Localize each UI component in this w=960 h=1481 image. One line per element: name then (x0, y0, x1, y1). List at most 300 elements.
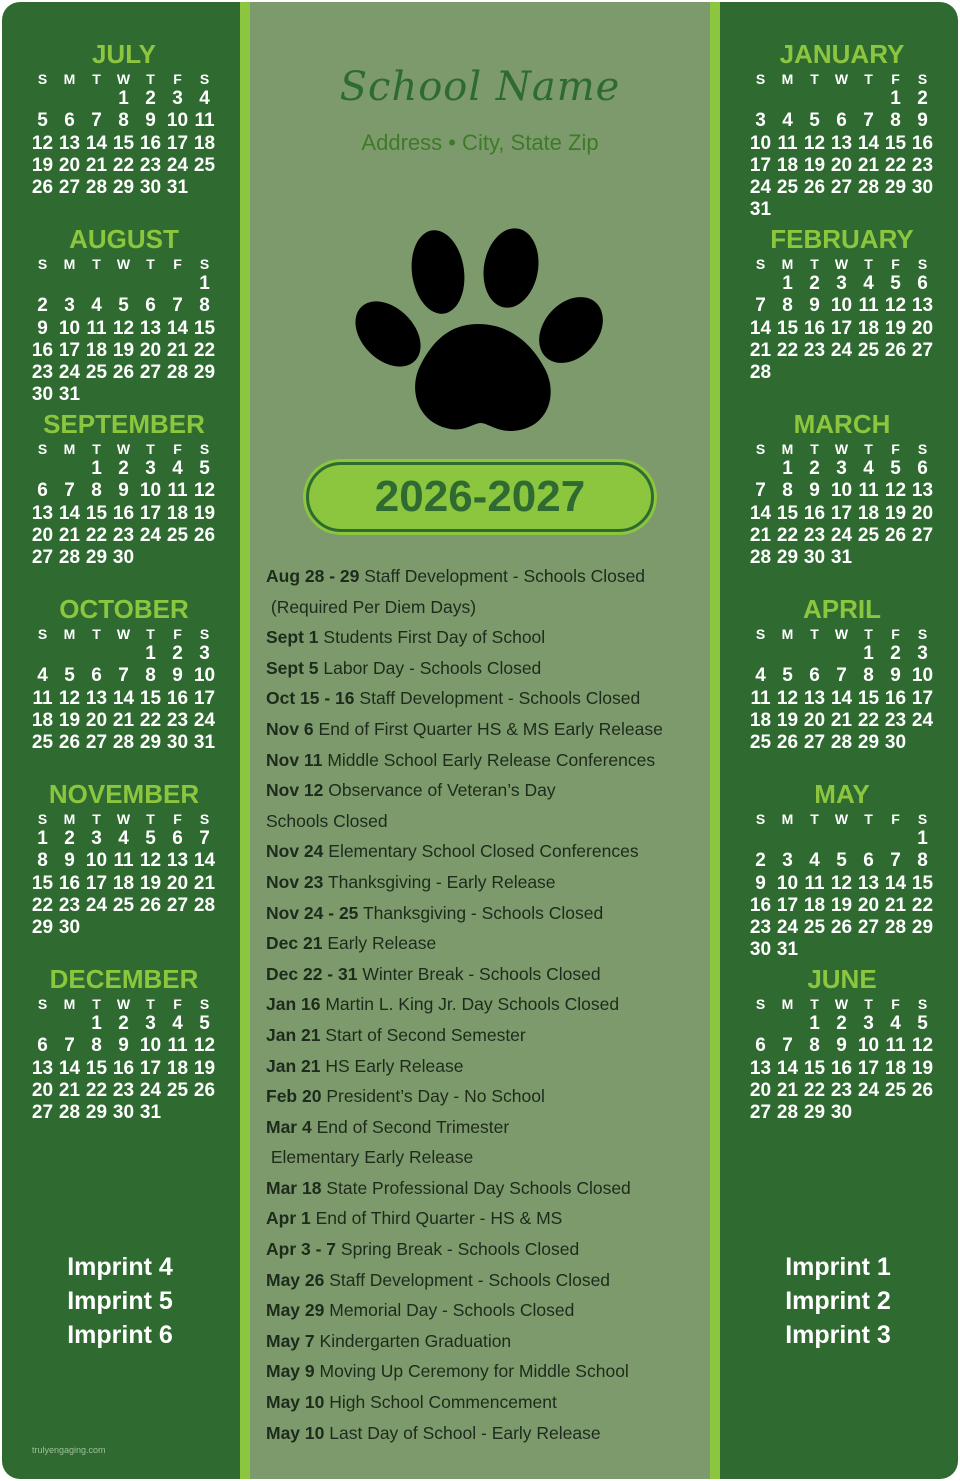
event-description: Thanksgiving - Early Release (327, 871, 556, 892)
day-cell: 31 (776, 939, 799, 961)
empty-day-cell (83, 88, 110, 110)
day-cell: 7 (755, 480, 766, 502)
day-cell: 7 (863, 110, 874, 132)
day-cell: 29 (776, 547, 799, 569)
day-cell: 19 (193, 502, 216, 524)
weekday-label: T (146, 626, 155, 642)
event-row (266, 836, 706, 867)
event-row (266, 745, 706, 776)
day-cell: 20 (911, 317, 934, 339)
day-cell: 13 (166, 850, 189, 872)
weekday-label: S (917, 811, 928, 827)
month-february (747, 225, 937, 384)
day-cell: 25 (166, 1079, 189, 1101)
day-cell: 26 (803, 177, 826, 199)
day-cell: 12 (139, 850, 162, 872)
month-grid (747, 440, 937, 569)
day-cell: 25 (112, 894, 135, 916)
day-cell: 27 (911, 339, 934, 361)
day-cell: 7 (836, 665, 847, 687)
month-grid (29, 995, 219, 1124)
day-cell: 3 (836, 458, 847, 479)
event-row (266, 1234, 706, 1265)
day-cell: 23 (166, 709, 189, 731)
day-cell: 17 (139, 502, 162, 524)
day-cell: 1 (782, 273, 793, 294)
day-cell: 29 (85, 547, 108, 569)
event-date: Sept 1 (266, 627, 319, 648)
day-cell: 23 (884, 709, 907, 731)
day-cell: 28 (166, 362, 189, 384)
empty-day-cell (747, 88, 774, 110)
school-name: School Name (339, 64, 621, 110)
day-cell: 23 (803, 339, 826, 361)
event-date: Jan 21 (266, 1024, 321, 1045)
weekday-label: M (781, 811, 794, 827)
day-cell: 29 (911, 917, 934, 939)
day-cell: 2 (37, 295, 48, 317)
empty-day-cell (828, 643, 855, 665)
event-row (266, 1203, 706, 1234)
empty-day-cell (774, 1013, 801, 1035)
event-row (266, 561, 706, 592)
day-cell: 9 (809, 480, 820, 502)
day-cell: 14 (884, 872, 907, 894)
empty-day-cell (56, 88, 83, 110)
day-cell: 4 (199, 88, 210, 109)
day-cell: 13 (85, 687, 108, 709)
day-cell: 8 (890, 110, 901, 132)
day-cell: 8 (91, 480, 102, 502)
weekday-label: W (834, 71, 849, 87)
day-cell: 26 (193, 1079, 216, 1101)
event-description: Labor Day - Schools Closed (323, 657, 542, 678)
day-cell: 13 (830, 132, 853, 154)
weekday-label: S (755, 996, 766, 1012)
day-cell: 11 (858, 480, 879, 502)
event-description: Thanksgiving - Schools Closed (362, 902, 604, 923)
weekday-label: S (37, 71, 48, 87)
event-row (266, 1051, 706, 1082)
weekday-label: S (37, 811, 48, 827)
day-cell: 22 (31, 894, 54, 916)
day-cell: 4 (755, 665, 766, 687)
weekday-label: M (781, 996, 794, 1012)
event-description: Elementary School Closed Conferences (328, 841, 639, 862)
day-cell: 28 (749, 547, 772, 569)
weekday-label: T (810, 256, 819, 272)
weekday-label: T (92, 441, 101, 457)
event-description: Last Day of School - Early Release (329, 1422, 601, 1443)
day-cell: 17 (85, 872, 108, 894)
weekday-label: T (810, 996, 819, 1012)
event-description: Observance of Veteran’s Day (328, 780, 556, 801)
month-grid (747, 810, 937, 962)
weekday-label: F (891, 811, 900, 827)
day-cell: 28 (857, 177, 880, 199)
event-row (266, 1265, 706, 1296)
day-cell: 10 (166, 110, 189, 132)
day-cell: 15 (85, 1057, 108, 1079)
event-row (266, 622, 706, 653)
day-cell: 21 (58, 524, 81, 546)
day-cell: 28 (749, 362, 772, 384)
event-row (266, 1142, 706, 1173)
day-cell: 27 (857, 917, 880, 939)
day-cell: 13 (911, 480, 934, 502)
month-grid (29, 625, 219, 754)
month-june (747, 965, 937, 1124)
month-name: AUGUST (69, 224, 179, 254)
day-cell: 14 (112, 687, 135, 709)
day-cell: 12 (884, 480, 907, 502)
weekday-label: F (173, 71, 182, 87)
weekday-label: T (864, 441, 873, 457)
event-date: Feb 20 (266, 1086, 322, 1107)
day-cell: 4 (890, 1013, 901, 1034)
event-date: Nov 6 (266, 718, 314, 739)
day-cell: 22 (776, 339, 799, 361)
day-cell: 5 (782, 665, 793, 687)
day-cell: 30 (58, 917, 81, 939)
day-cell: 17 (830, 317, 853, 339)
event-description: Winter Break - Schools Closed (362, 963, 601, 984)
event-date: Nov 11 (266, 749, 323, 770)
day-cell: 8 (917, 850, 928, 872)
day-cell: 9 (118, 480, 129, 502)
day-cell: 22 (139, 709, 162, 731)
day-cell: 23 (112, 1079, 135, 1101)
day-cell: 19 (112, 339, 135, 361)
day-cell: 13 (911, 295, 934, 317)
day-cell: 29 (884, 177, 907, 199)
day-cell: 14 (166, 317, 189, 339)
day-cell: 3 (64, 295, 75, 317)
day-cell: 11 (858, 295, 879, 317)
day-cell: 16 (166, 687, 189, 709)
day-cell: 7 (782, 1035, 793, 1057)
empty-day-cell (774, 643, 801, 665)
event-date: Apr 1 (266, 1208, 311, 1229)
day-cell: 24 (139, 524, 162, 546)
day-cell: 4 (782, 110, 793, 132)
day-cell: 30 (830, 1102, 853, 1124)
day-cell: 25 (166, 524, 189, 546)
day-cell: 8 (782, 295, 793, 317)
empty-day-cell (855, 828, 882, 850)
month-name: DECEMBER (49, 964, 199, 994)
day-cell: 1 (91, 458, 102, 479)
day-cell: 14 (193, 850, 216, 872)
event-row (266, 1081, 706, 1112)
weekday-label: S (917, 996, 928, 1012)
event-date: Nov 12 (266, 780, 324, 801)
empty-day-cell (29, 88, 56, 110)
day-cell: 16 (31, 339, 54, 361)
empty-day-cell (747, 458, 774, 480)
day-cell: 27 (803, 732, 826, 754)
day-cell: 13 (857, 872, 880, 894)
day-cell: 3 (199, 643, 210, 664)
weekday-label: M (63, 256, 76, 272)
day-cell: 27 (139, 362, 162, 384)
weekday-label: T (92, 71, 101, 87)
month-november (29, 780, 219, 939)
day-cell: 17 (139, 1057, 162, 1079)
day-cell: 22 (803, 1079, 826, 1101)
day-cell: 16 (139, 132, 162, 154)
day-cell: 7 (890, 850, 901, 872)
empty-day-cell (29, 458, 56, 480)
day-cell: 11 (777, 132, 798, 154)
weekday-label: S (755, 71, 766, 87)
empty-day-cell (882, 828, 909, 850)
day-cell: 19 (139, 872, 162, 894)
day-cell: 10 (85, 850, 108, 872)
imprint-line: Imprint 3 (785, 1321, 891, 1349)
month-name: FEBRUARY (770, 224, 914, 254)
empty-day-cell (137, 273, 164, 295)
weekday-label: M (63, 811, 76, 827)
day-cell: 25 (31, 732, 54, 754)
weekday-label: W (834, 256, 849, 272)
event-row (266, 1295, 706, 1326)
day-cell: 5 (890, 273, 901, 294)
day-cell: 11 (32, 687, 53, 709)
event-description: Staff Development - Schools Closed (329, 1269, 611, 1290)
day-cell: 1 (37, 828, 48, 849)
day-cell: 19 (193, 1057, 216, 1079)
day-cell: 6 (145, 295, 156, 317)
empty-day-cell (828, 828, 855, 850)
day-cell: 6 (37, 1035, 48, 1057)
month-march (747, 410, 937, 569)
day-cell: 24 (911, 709, 934, 731)
event-row (266, 1356, 706, 1387)
day-cell: 15 (884, 132, 907, 154)
month-january (747, 40, 937, 222)
day-cell: 24 (857, 1079, 880, 1101)
day-cell: 24 (830, 339, 853, 361)
day-cell: 14 (749, 502, 772, 524)
event-row (266, 867, 706, 898)
day-cell: 3 (145, 458, 156, 479)
day-cell: 14 (58, 1057, 81, 1079)
day-cell: 27 (911, 524, 934, 546)
event-description: Early Release (327, 933, 437, 954)
school-year-text: 2026-2027 (374, 472, 586, 521)
event-date: Mar 18 (266, 1177, 322, 1198)
weekday-label: M (781, 626, 794, 642)
day-cell: 9 (836, 1035, 847, 1057)
event-date: Dec 22 - 31 (266, 963, 358, 984)
day-cell: 22 (85, 524, 108, 546)
empty-day-cell (83, 273, 110, 295)
day-cell: 26 (193, 524, 216, 546)
day-cell: 12 (776, 687, 799, 709)
day-cell: 9 (37, 317, 48, 339)
weekday-label: W (834, 626, 849, 642)
day-cell: 5 (37, 110, 48, 132)
day-cell: 14 (85, 132, 108, 154)
weekday-label: T (146, 996, 155, 1012)
day-cell: 10 (776, 872, 799, 894)
empty-day-cell (110, 273, 137, 295)
day-cell: 6 (37, 480, 48, 502)
day-cell: 23 (803, 524, 826, 546)
day-cell: 2 (890, 643, 901, 664)
month-july (29, 40, 219, 199)
empty-day-cell (855, 88, 882, 110)
day-cell: 27 (58, 177, 81, 199)
day-cell: 12 (830, 872, 853, 894)
weekday-label: M (63, 626, 76, 642)
empty-day-cell (801, 88, 828, 110)
day-cell: 28 (58, 1102, 81, 1124)
empty-day-cell (801, 828, 828, 850)
day-cell: 6 (172, 828, 183, 849)
day-cell: 4 (809, 850, 820, 872)
day-cell: 20 (58, 154, 81, 176)
events-list (266, 561, 706, 1448)
day-cell: 9 (917, 110, 928, 132)
day-cell: 28 (112, 732, 135, 754)
day-cell: 7 (755, 295, 766, 317)
day-cell: 1 (917, 828, 928, 849)
event-row (266, 898, 706, 929)
day-cell: 21 (776, 1079, 799, 1101)
event-description: (Required Per Diem Days) (266, 596, 477, 617)
day-cell: 31 (830, 547, 853, 569)
day-cell: 2 (145, 88, 156, 109)
event-description: Staff Development - Schools Closed (364, 566, 646, 586)
day-cell: 9 (118, 1035, 129, 1057)
day-cell: 24 (139, 1079, 162, 1101)
day-cell: 10 (830, 295, 853, 317)
event-description: State Professional Day Schools Closed (326, 1177, 631, 1198)
weekday-label: T (864, 71, 873, 87)
day-cell: 22 (193, 339, 216, 361)
school-address: Address • City, State Zip (361, 130, 599, 155)
event-row (266, 653, 706, 684)
weekday-label: T (92, 256, 101, 272)
day-cell: 20 (830, 154, 853, 176)
day-cell: 24 (85, 894, 108, 916)
event-description: Kindergarten Graduation (319, 1330, 512, 1351)
empty-day-cell (801, 643, 828, 665)
day-cell: 17 (857, 1057, 880, 1079)
month-grid (747, 995, 937, 1124)
weekday-label: S (199, 811, 210, 827)
day-cell: 15 (911, 872, 934, 894)
day-cell: 26 (911, 1079, 934, 1101)
empty-day-cell (29, 643, 56, 665)
day-cell: 1 (91, 1013, 102, 1034)
day-cell: 13 (31, 502, 54, 524)
day-cell: 28 (193, 894, 216, 916)
empty-day-cell (56, 273, 83, 295)
day-cell: 21 (112, 709, 135, 731)
month-grid (29, 70, 219, 199)
day-cell: 29 (139, 732, 162, 754)
weekday-label: F (891, 996, 900, 1012)
day-cell: 13 (58, 132, 81, 154)
event-description: Elementary Early Release (266, 1147, 474, 1168)
event-row (266, 806, 706, 837)
event-description: Middle School Early Release Conferences (327, 749, 656, 770)
event-date: Sept 5 (266, 657, 319, 678)
day-cell: 23 (830, 1079, 853, 1101)
day-cell: 27 (31, 547, 54, 569)
month-grid (29, 440, 219, 569)
day-cell: 4 (91, 295, 102, 317)
day-cell: 12 (58, 687, 81, 709)
weekday-label: T (810, 71, 819, 87)
day-cell: 26 (830, 917, 853, 939)
day-cell: 3 (172, 88, 183, 109)
day-cell: 30 (884, 732, 907, 754)
weekday-label: S (755, 441, 766, 457)
center-panel (250, 2, 710, 1479)
day-cell: 19 (31, 154, 54, 176)
weekday-label: T (810, 626, 819, 642)
day-cell: 24 (830, 524, 853, 546)
day-cell: 3 (91, 828, 102, 849)
day-cell: 21 (166, 339, 189, 361)
event-date: Nov 24 (266, 841, 324, 862)
day-cell: 5 (145, 828, 156, 849)
day-cell: 5 (199, 1013, 210, 1034)
day-cell: 15 (857, 687, 880, 709)
day-cell: 1 (145, 643, 156, 664)
day-cell: 23 (911, 154, 934, 176)
weekday-label: S (199, 626, 210, 642)
day-cell: 1 (863, 643, 874, 664)
month-name: SEPTEMBER (43, 409, 205, 439)
day-cell: 30 (166, 732, 189, 754)
event-date: May 10 (266, 1422, 325, 1443)
day-cell: 6 (836, 110, 847, 132)
day-cell: 11 (167, 480, 188, 502)
weekday-label: M (781, 256, 794, 272)
day-cell: 24 (776, 917, 799, 939)
day-cell: 14 (776, 1057, 799, 1079)
day-cell: 7 (118, 665, 129, 687)
empty-day-cell (774, 828, 801, 850)
day-cell: 19 (830, 894, 853, 916)
event-row (266, 959, 706, 990)
weekday-label: S (37, 441, 48, 457)
day-cell: 6 (917, 458, 928, 479)
event-date: Nov 24 - 25 (266, 902, 359, 923)
divider-stripe-right (710, 2, 720, 1479)
day-cell: 18 (112, 872, 135, 894)
day-cell: 13 (803, 687, 826, 709)
day-cell: 6 (809, 665, 820, 687)
day-cell: 8 (145, 665, 156, 687)
day-cell: 1 (782, 458, 793, 479)
day-cell: 21 (830, 709, 853, 731)
day-cell: 20 (166, 872, 189, 894)
empty-day-cell (56, 643, 83, 665)
event-date: Jan 21 (266, 1055, 321, 1076)
weekday-label: T (864, 256, 873, 272)
weekday-label: F (173, 626, 182, 642)
day-cell: 12 (112, 317, 135, 339)
day-cell: 26 (776, 732, 799, 754)
month-grid (747, 625, 937, 754)
day-cell: 30 (31, 384, 54, 406)
